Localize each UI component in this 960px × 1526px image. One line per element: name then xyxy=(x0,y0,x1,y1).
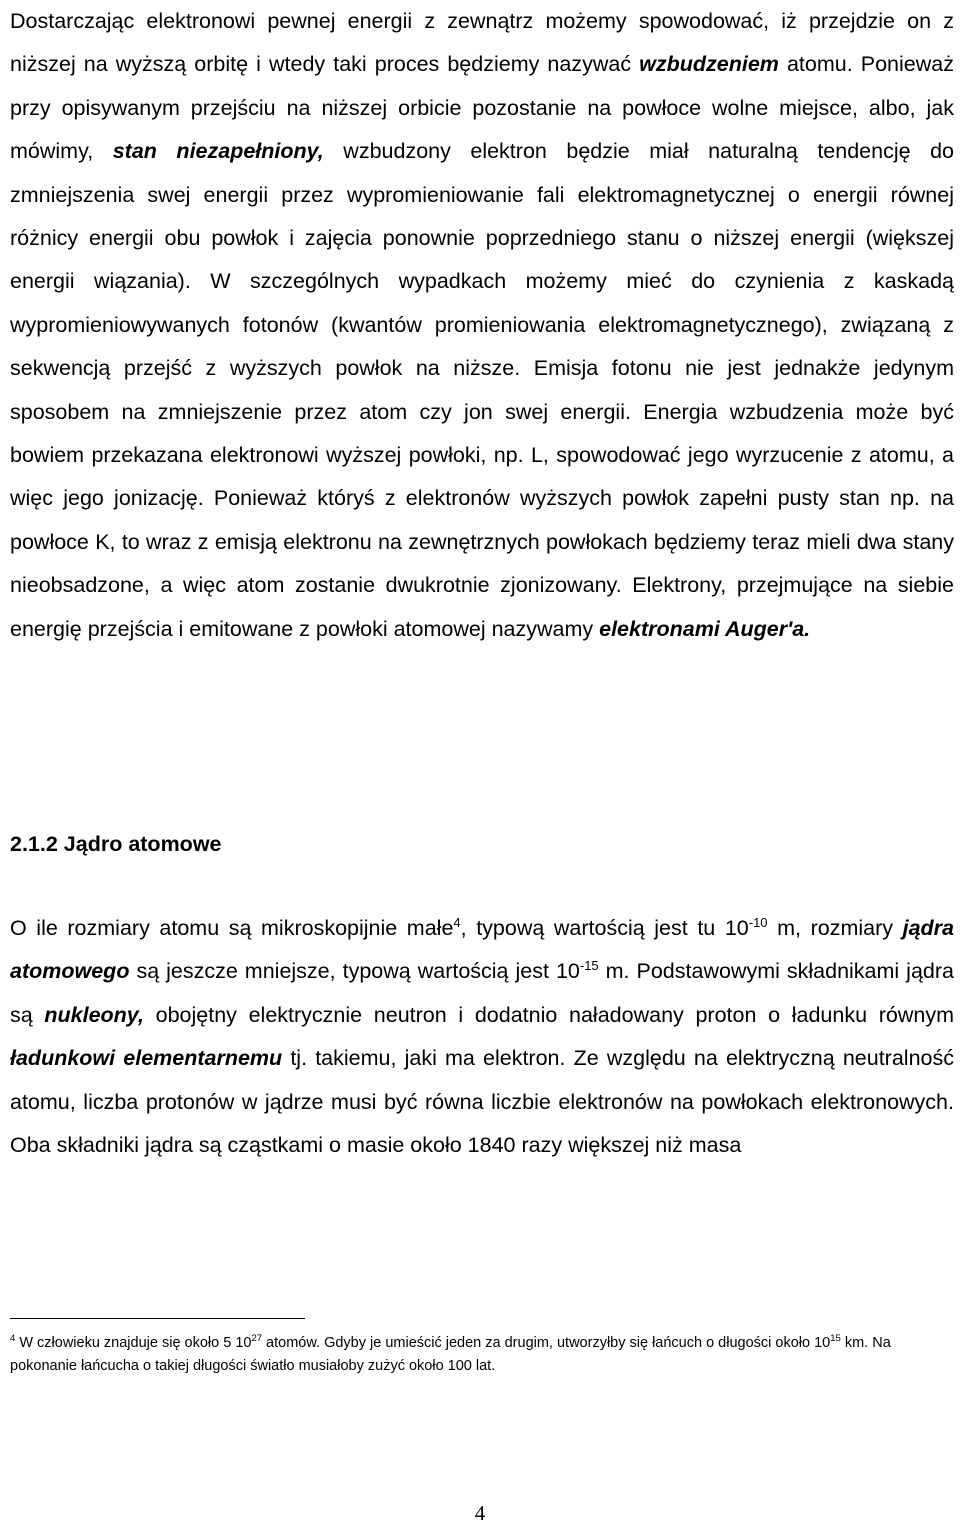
text-run: W człowieku znajduje się około 5 10 xyxy=(15,1335,252,1351)
text-run: atomów. Gdyby je umieścić jeden za drugim, utworzyłby się łańcuch o długości około 10 xyxy=(262,1335,831,1351)
term-atomic-nucleus: jądra atomowego xyxy=(10,916,954,984)
footnote-separator xyxy=(10,1318,305,1319)
text-run: obojętny elektrycznie neutron i dodatnio naładowany proton o ładunku równym xyxy=(143,1002,954,1027)
term-excitation: wzbudzeniem xyxy=(639,52,779,77)
text-run: , typową wartością jest tu 10 xyxy=(460,916,749,940)
text-run: m. Podstawowymi składnikami jądra są xyxy=(10,959,954,1027)
exponent: -10 xyxy=(748,914,768,930)
text-run: O ile rozmiary atomu są mikroskopijnie małe xyxy=(10,916,454,940)
text-run: są jeszcze mniejsze, typową wartością jest 10 xyxy=(129,959,580,984)
exponent: 27 xyxy=(251,1333,263,1345)
paragraph-excitation xyxy=(10,0,954,651)
footnote xyxy=(10,1332,954,1378)
section-heading: 2.1.2 Jądro atomowe xyxy=(10,832,222,856)
text-run: atomu. Ponieważ przy opisywanym przejściu na niższej orbicie pozostanie na powłoce wolne miejsce, albo, jak mówimy, xyxy=(10,52,954,164)
term-unfilled-state: stan niezapełniony, xyxy=(112,139,324,164)
text-run: km. Na pokonanie łańcucha o takiej długości światło musiałoby zużyć około 100 lat. xyxy=(10,1335,891,1374)
term-elementary-charge: ładunkowi elementarnemu xyxy=(10,1046,283,1071)
paragraph-atomic-nucleus xyxy=(10,907,954,1167)
text-run: wzbudzony elektron będzie miał naturalną tendencję do zmniejszenia swej energii przez wypromieniowanie fali elektromagnetycznej o energii równej różnicy energii obu powłok i zajęcia ponownie poprzedniego stanu o niższej energii (większej energii wiązania). W szczególnych wypadkach możemy mieć do czynienia z kaskadą wypromieniowywanych fotonów (kwantów promieniowania elektromagnetycznego), związaną z sekwencją przejść z wyższych powłok na niższe. Emisja fotonu nie jest jednakże jedynym sposobem na zmniejszenie przez atom czy jon swej energii. Energia wzbudzenia może być bowiem przekazana elektronowi wyższej powłoki, np. L, spowodować jego wyrzucenie z atomu, a więc jego jonizację. Ponieważ któryś z elektronów wyższych powłok zapełni pusty stan np. na powłoce K, to wraz z emisją elektronu na zewnętrznych powłokach będziemy teraz mieli dwa stany nieobsadzone, a więc atom zostanie dwukrotnie zjonizowany. Elektrony, przejmujące na siebie energię przejścia i emitowane z powłoki atomowej nazywamy xyxy=(10,139,954,641)
text-run: m, rozmiary xyxy=(767,916,903,940)
text-run: Dostarczając elektronowi pewnej energii z zewnątrz możemy spowodować, iż przejdzie on z niższej na wyższą orbitę i wtedy taki proces będziemy nazywać xyxy=(10,9,954,77)
exponent: 15 xyxy=(830,1333,841,1345)
footnote-marker: 4 xyxy=(10,1333,16,1345)
footnote-reference: 4 xyxy=(453,914,461,930)
term-nucleons: nukleony, xyxy=(44,1002,144,1027)
page-number: 4 xyxy=(474,1501,486,1525)
term-auger-electrons: elektronami Auger'a. xyxy=(599,616,811,641)
text-run: tj. takiemu, jaki ma elektron. Ze względu na elektryczną neutralność atomu, liczba protonów w jądrze musi być równa liczbie elektronów na powłokach elektronowych. Oba składniki jądra są cząstkami o masie około 1840 razy większej niż masa xyxy=(10,1046,954,1158)
exponent: -15 xyxy=(579,958,599,974)
